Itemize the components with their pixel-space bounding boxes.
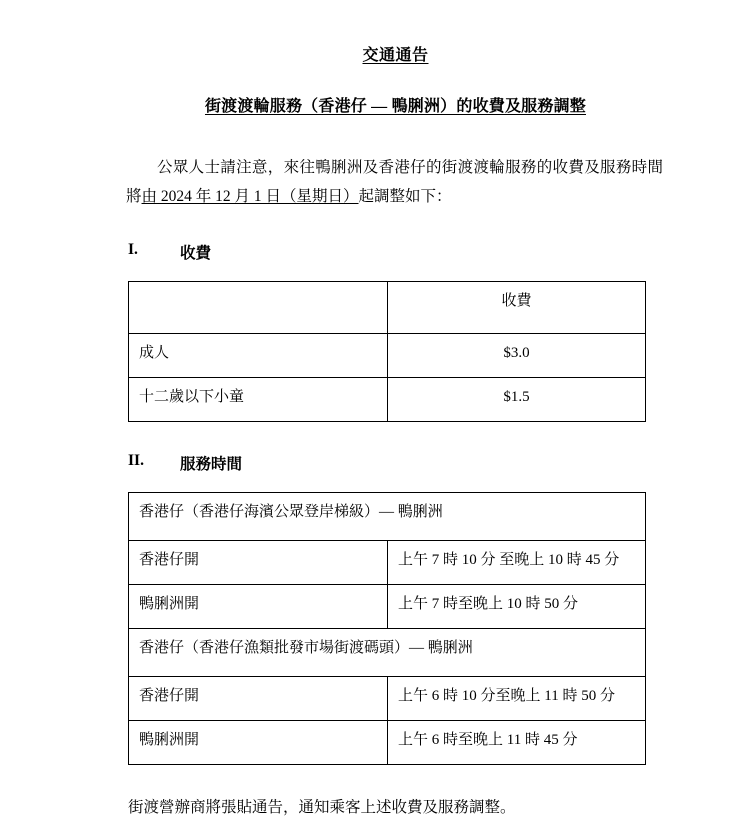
table-row — [129, 378, 646, 422]
intro-text-part1: 公眾人士請注意，來往鴨脷洲及香港仔的街渡渡輪服務的收費及服務時間將 — [126, 159, 663, 205]
fare-item-child: 十二歲以下小童 — [129, 378, 388, 422]
fare-header-fare: 收費 — [388, 282, 646, 334]
route-label-1: 香港仔（香港仔海濱公眾登岸梯級）— 鴨脷洲 — [129, 493, 646, 541]
time-apleichau-1: 上午 7 時至晚上 10 時 50 分 — [388, 585, 646, 629]
time-apleichau-2: 上午 6 時至晚上 11 時 45 分 — [388, 721, 646, 765]
direction-aberdeen-1: 香港仔開 — [129, 541, 388, 585]
intro-paragraph — [126, 154, 663, 211]
intro-effective-date: 由 2024 年 12 月 1 日（星期日） — [141, 187, 359, 205]
table-row — [129, 721, 646, 765]
route-label-2: 香港仔（香港仔漁類批發市場街渡碼頭）— 鴨脷洲 — [129, 629, 646, 677]
direction-aberdeen-2: 香港仔開 — [129, 677, 388, 721]
table-row — [129, 629, 646, 677]
section-heading-fares — [128, 241, 663, 263]
fare-header-blank — [129, 282, 388, 334]
fare-value-adult: $3.0 — [388, 334, 646, 378]
intro-text-part2: 起調整如下： — [358, 187, 452, 205]
footnote-text: 街渡營辦商將張貼通告，通知乘客上述收費及服務調整。 — [128, 799, 516, 817]
direction-apleichau-2: 鴨脷洲開 — [129, 721, 388, 765]
document-subtitle: 街渡渡輪服務（香港仔 — 鴨脷洲）的收費及服務調整 — [204, 98, 586, 115]
direction-apleichau-1: 鴨脷洲開 — [129, 585, 388, 629]
table-row — [129, 334, 646, 378]
section-heading-service-hours — [128, 452, 663, 474]
time-aberdeen-1: 上午 7 時 10 分 至晚上 10 時 45 分 — [388, 541, 646, 585]
table-row — [129, 493, 646, 541]
table-header-row — [129, 282, 646, 334]
fare-table — [128, 281, 646, 422]
table-row — [129, 585, 646, 629]
table-row — [129, 541, 646, 585]
section-number: II. — [128, 452, 144, 470]
fare-item-adult: 成人 — [129, 334, 388, 378]
page-title: 交通通告 — [362, 47, 429, 64]
time-aberdeen-2: 上午 6 時 10 分至晚上 11 時 50 分 — [388, 677, 646, 721]
schedule-table — [128, 492, 646, 765]
section-label: 服務時間 — [180, 456, 243, 474]
table-row — [129, 677, 646, 721]
section-number: I. — [128, 241, 138, 259]
fare-value-child: $1.5 — [388, 378, 646, 422]
section-label: 收費 — [180, 245, 212, 263]
